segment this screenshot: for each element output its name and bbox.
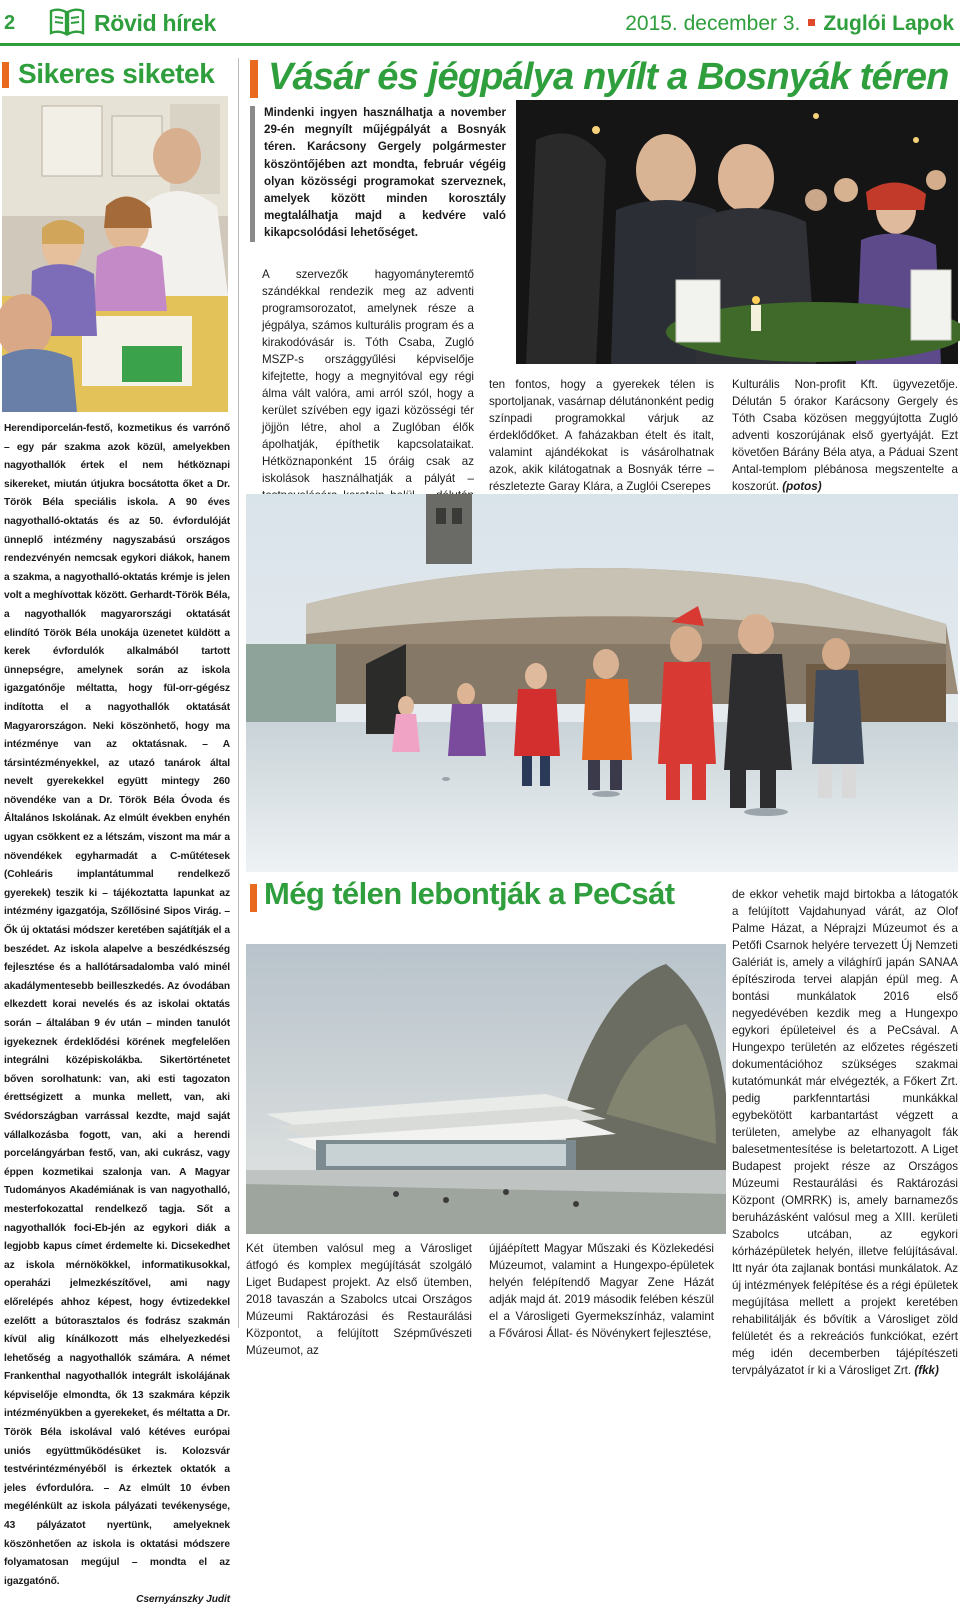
left-article-title: Sikeres siketek	[18, 58, 215, 89]
main-article-signature: (potos)	[782, 480, 822, 493]
second-article-col-1: Két ütemben valósul meg a Városliget átfogó és komplex megújítását szolgáló Liget Budapest projekt. Az első ütemben, 2018 tavaszán a Szabolcs utcai Országos Múzeumi Raktározási és Restaurálási Központot, a felújított Szépművészeti Múzeumot, az	[246, 1242, 472, 1357]
ice-rink-photo	[246, 494, 958, 872]
main-article-lead: Mindenki ingyen használhatja a november 29-én megnyílt műjégpályát a Bosnyák téren. Karácsony Gergely polgármester köszöntőjében azt mondta, február végéig olyan közösségi programokat szerveznek, amelyek között minden korosztály megtalálhatja majd a kedvére való kikapcsolódási lehetőséget.	[264, 106, 506, 240]
lead-marker	[250, 106, 255, 242]
main-article-title: Vásár és jégpálya nyílt a Bosnyák téren	[268, 56, 949, 98]
separator-square	[808, 19, 815, 26]
second-article-col-2: újjáépített Magyar Műszaki és Közlekedési Múzeumot, valamint a Hungexpo-épületek helyén felépítendő Magyar Zene Házát adják majd át. 2019 második felében készül el a Városligeti Gyermekszínház, valamint a Fővárosi Állat- és Növénykert fejlesztése,	[489, 1242, 714, 1340]
column-divider	[238, 58, 239, 1328]
page-number: 2	[4, 12, 16, 34]
main-article-col-2: ten fontos, hogy a gyerekek télen is sportoljanak, vasárnap délutánonként pedig színpadi programokkal várjuk az érdeklődőket. A faházakban ételt és italt, valamint ajándékokat is vásárolhatnak azok, akik kilátogatnak a Bosnyák térre – részletezte Garay Klára, a Zuglói Cserepes	[489, 378, 714, 493]
museum-rendering-image	[246, 944, 726, 1234]
header-rule	[0, 43, 960, 46]
main-article-col-3	[732, 376, 958, 495]
left-article-paragraph: Herendiporcelán-festő, kozmetikus és varrónő – egy pár szakma azok közül, amelyekben nagyothallók értek el nem hétköznapi sikereket, miután útjukra bocsátotta őket a Dr. Török Béla speciális iskola. A 90 éves nagyothalló-oktatás és az 50. évfordulóját ünneplő intézmény nagyszabású országos rendezvényén nemcsak egykori diákok, hanem a szakma, a nagyothalló-oktatás krémje is jelen volt a meghívottak között. Gerhardt-Török Béla, a nagyothallók magyarországi oktatását elindító Török Béla unokája üzenetet küldött a kerek évfordulók alkalmából tartott ünnepségre, amelynek során az iskola igazgatónője méltatta, hogy fül-orr-gégész indította el a nagyothallók oktatását Magyarországon. Neki köszönhető, hogy ma intézménye van az oktatásnak. – A társintézményekkel, az utazó tanárok által nevelt gyerekekkel együtt mintegy 260 növendéke van a Dr. Török Béla Óvoda és Általános Iskolának. Az elmúlt években enyhén ugyan csökkent ez a létszám, viszont ma már a növendékek egyharmadát a C-műtétesek (Cohleáris implantátummal rendelkező gyerekek) teszik ki – tájékoztatta lapunkat az intézmény igazgatója, Szőllősiné Sipos Virág. – Ők új oktatási módszer keretében sajátítják el a beszédet. Az iskola alapelve a beszédkészség fejlesztése és a hallótársadalomba való minél akadálymentesebb beilleszkedés. Az óvodában elkezdett korai nevelés és az iskolai oktatás során – általában 9 év után – minden tanulót igyekeznek érdeklődési körének megfelelően integrálni középiskolákba. Sikertörténetet bőven sorolhatunk: van, aki esti tagozaton érettségizett a munka mellett, van, aki Svédországban varrással kezdte, majd saját vállalkozásba fogott, van, aki a herendi porcelángyárban festő, van, aki cukrász, vagy éppen kozmetikai szalonja van. A Magyar Tudományos Akadémiának is van nagyothalló, mesterfokozattal rendelkező tagja. Sőt a nagyothallók foci-Eb-jén az egykori diák a legjobb kapus címet érdemelte ki. Dicsekedhet az iskola mérnökökkel, informatikusokkal, operaházi jelmezkészítővel, ami nagy előrelépés ahhoz képest, hogy évtizedekkel ezelőtt a bútorasztalos és fodrász szakmán kívül alig kínálkozott más elhelyezkedési lehetőség a nagyothallók számára. A német Frankenthal nagyothallók integrált iskolájának képviselője elmondta, ők 13 szakmára képzik intézményükben a gyerekeket, és méltatta a Dr. Török Béla iskolával való kétéves európai uniós együttműködésüket is. Kolozsvár testvérintézményéből is érkeztek oktatók a jeles évfordulóra. – Az elmúlt 10 évben megélénkült az iskola pályázati tevékenysége, 43 pályázatot nyertünk, amelyeknek köszönhetően az iskola is oktatási módszere folyamatosan megújul – mondta el az igazgatónő.	[4, 423, 230, 1587]
newspaper-icon	[48, 6, 86, 36]
left-title-marker	[2, 62, 9, 88]
paper-name: Zuglói Lapok	[823, 12, 954, 35]
rubric-title: Rövid hírek	[94, 10, 216, 36]
main-title-marker	[250, 60, 258, 98]
issue-info	[625, 12, 954, 36]
main-article-col-1: A szervezők hagyományteremtő szándékkal rendezik meg az adventi programsorozatot, amelynek része a jégpálya, számos kulturális program és a kirakodóvásár is. Tóth Csaba, Zugló MSZP-s országgyűlési képviselője kifejtette, hogy a megnyitóval egy régi álma vált valóra, ami arról szól, hogy a kerület szívében egy igazi közösségi tér jöjjön létre, ahol a Zuglóban élők ápolhatják, építhetik kapcsolataikat. Hétköznaponként 15 óráig csak az iskolások használhatják a pályát –	[262, 268, 474, 485]
left-article-body	[4, 420, 230, 1610]
main-article-col-3-text: Kulturális Non-profit Kft. ügyvezetője. Délután 5 órakor Karácsony Gergely és Tóth Csaba közösen meggyújtotta Zugló adventi koszorújának első gyertyáját. Ezt követően Bárány Béla atya, a Páduai Szent Antal-templom plébánosa megszentelte a koszorút.	[732, 378, 958, 493]
advent-wreath-photo	[516, 100, 958, 364]
second-title-marker	[250, 884, 257, 912]
second-article-col-3-text: de ekkor vehetik majd birtokba a látogatók a felújított Vajdahunyad várát, az Olof Palme Házat, a Néprajzi Múzeumot és a Petőfi Csarnok helyére tervezett Új Nemzeti Galériát is, amely a világhírű japán SANAA építésziroda tervei alapján épül meg. A bontási munkálatok 2016 első negyedévében kezdik meg a Hungexpo egykori épületeivel és a PeCsával. A Hungexpo területén az előzetes régészeti dokumentációhoz szükséges szakmai kutatómunkát már elvégezték, a Főkert Zrt. pedig parkfenntartási munkákkal egybekötött karbantartást végzett a területen, amelybe az elhanyagolt fák balesetmentesítése is beletartozott. A Liget Budapest projekt része az Országos Múzeumi Restaurálási és Raktározási Központ (OMRRK) is, amely barnamezős beruházásként valósul meg a XIII. kerületi Szabolcs utcában, az egykori kórházépületek helyén, illetve felújításával. Itt nyár óta zajlanak bontási munkálatok. Az új intézmények felépítése és a régi épületek megújítása mellett a projekt keretében rehabilitálják és bővítik a Városliget zöld felületét és a rekreációs funkciókat, ezért még idén decemberben tájépítészeti tervpályázatot ír ki a Városliget Zrt.	[732, 888, 958, 1377]
second-article-col-3	[732, 886, 958, 1379]
second-article-signature: (fkk)	[914, 1364, 939, 1377]
second-article-title: Még télen lebontják a PeCsát	[264, 876, 675, 911]
classroom-photo	[2, 96, 228, 412]
left-article-byline: Csernyánszky Judit	[136, 1594, 230, 1606]
issue-date: 2015. december 3.	[625, 12, 801, 35]
